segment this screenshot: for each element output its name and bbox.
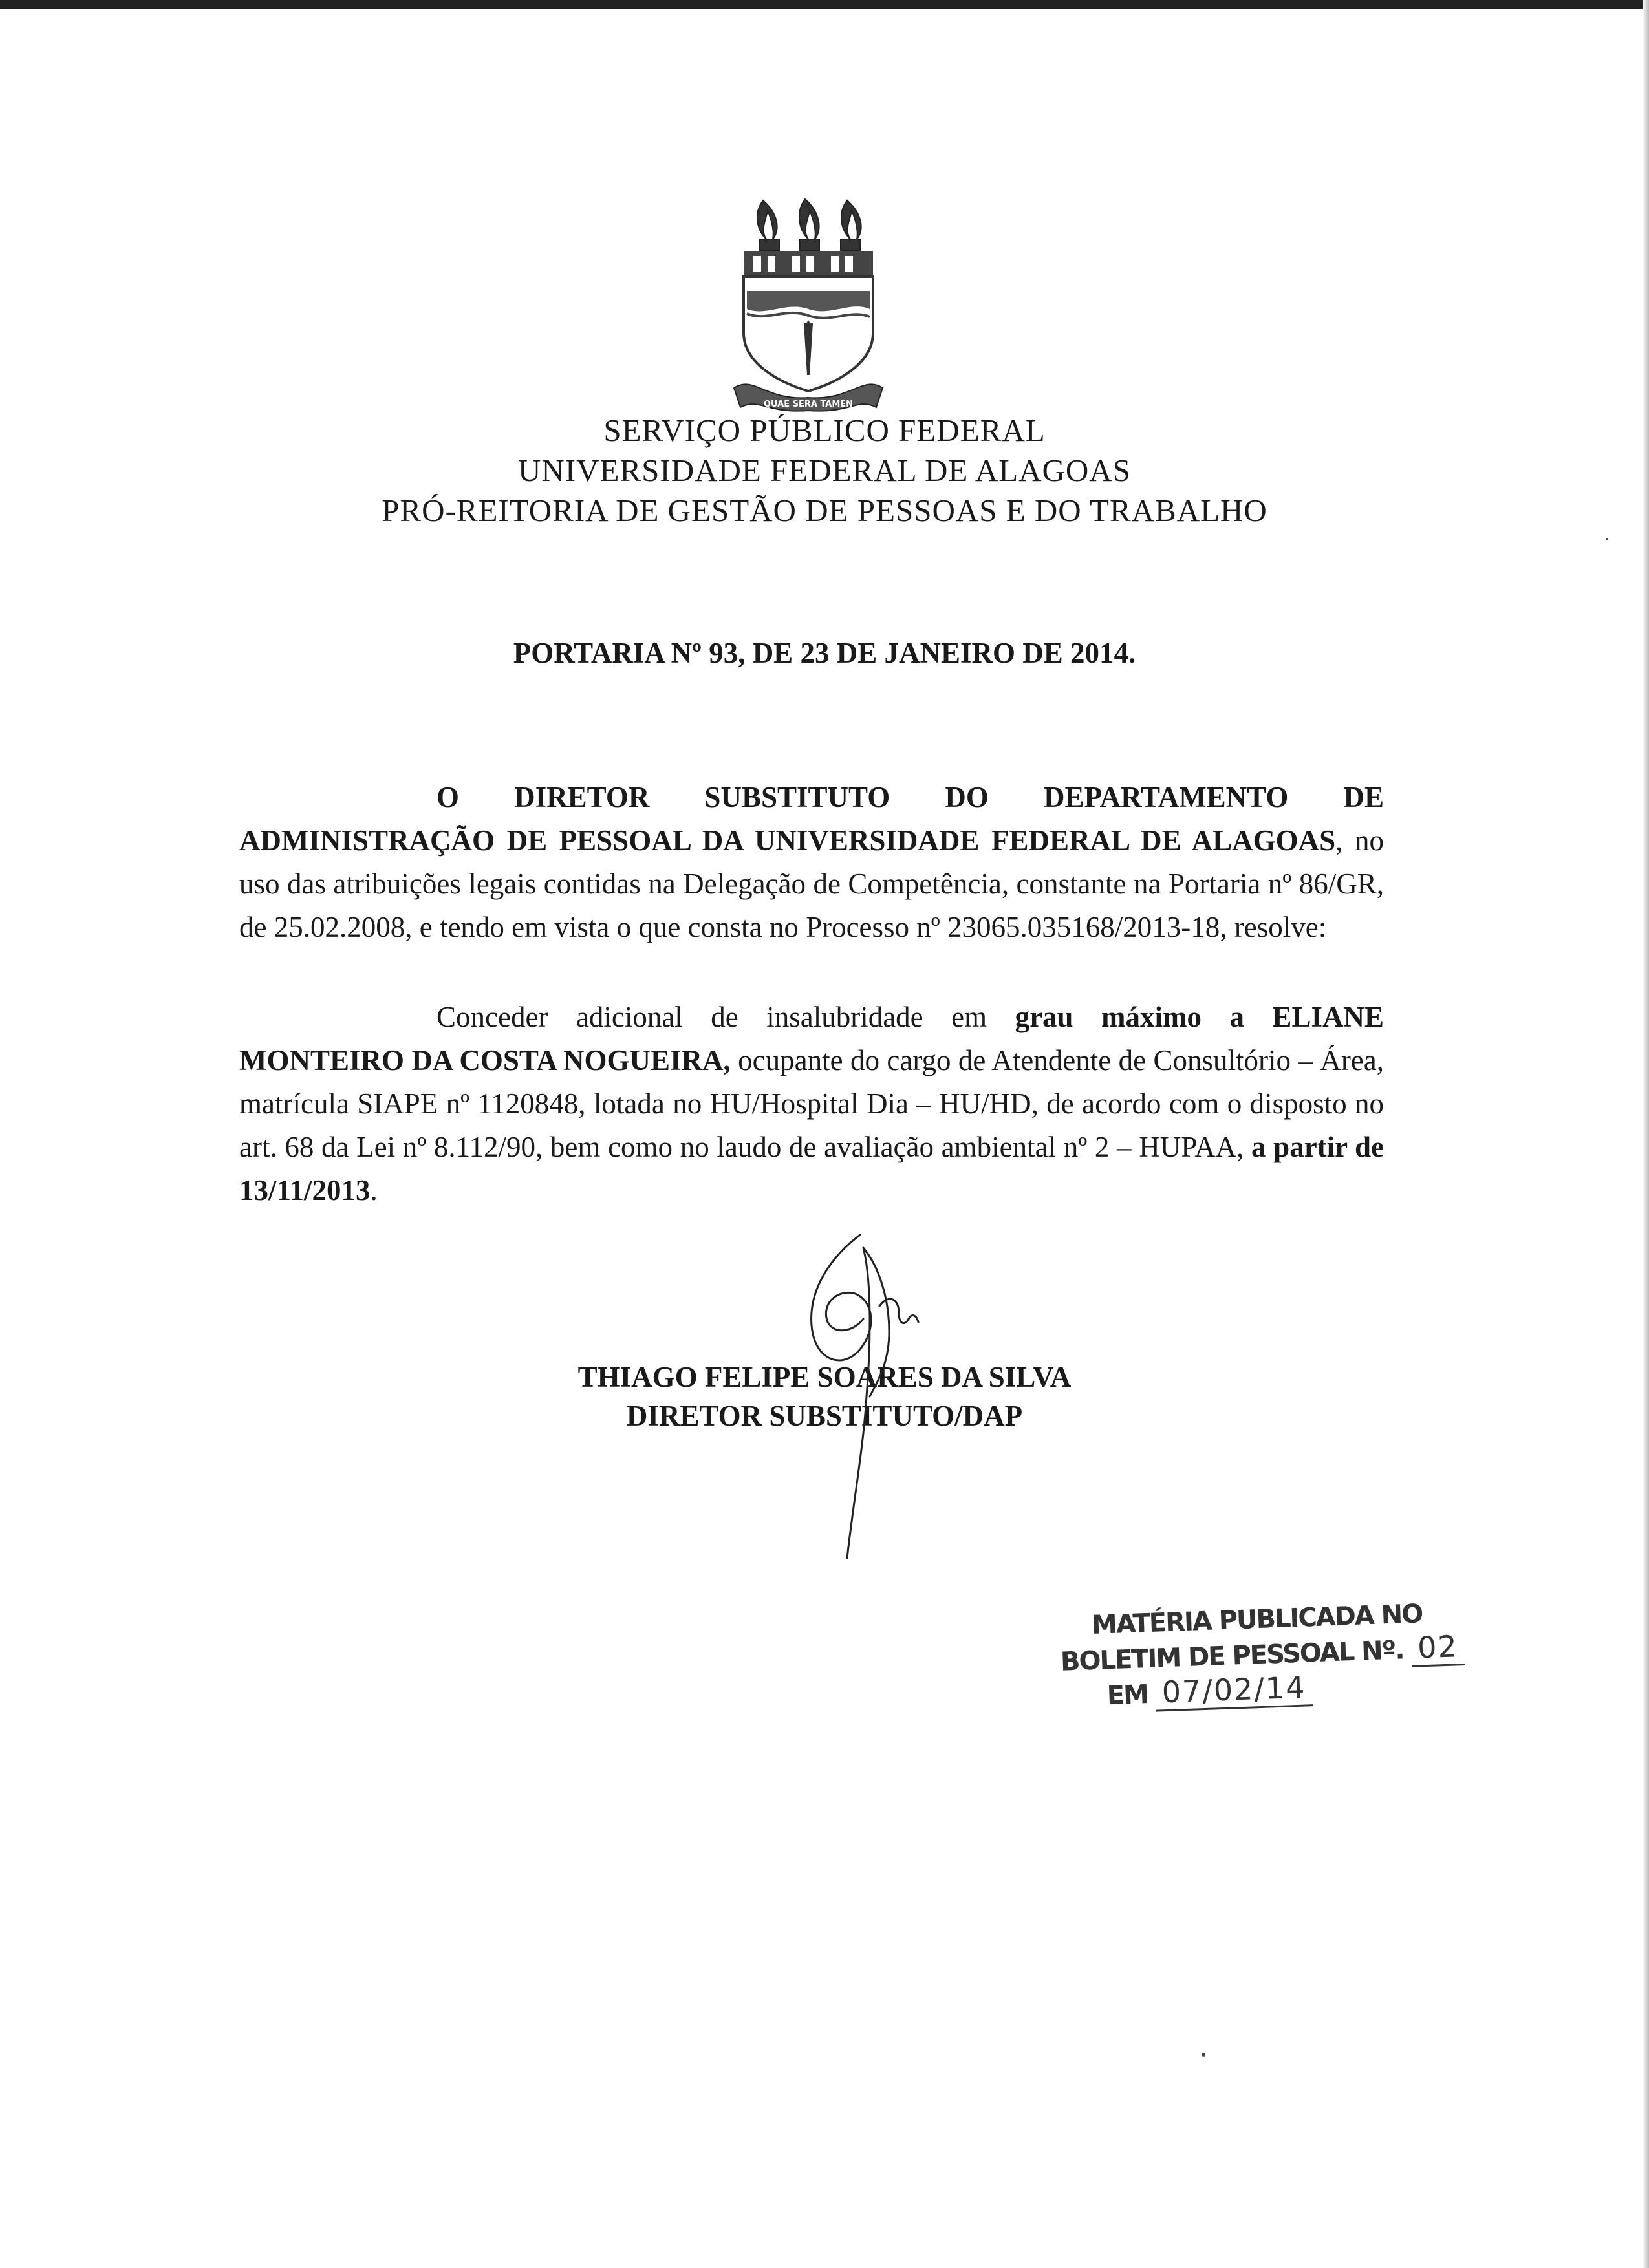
handwritten-signature — [750, 1228, 944, 1565]
resolution-text-3: . — [370, 1174, 378, 1206]
resolution-bold-2: a partir de 13/11/2013 — [239, 1131, 1384, 1206]
stamp-line-1: MATÉRIA PUBLICADA NO — [1091, 1599, 1423, 1641]
preamble-text: , no uso das atribuições legais contidas na Delegação de Competência, constante na Portaria nº 86/GR, de 25.02.2008, e tendo em vista o que consta no Processo nº 23065.035168/2013-18, resolve: — [239, 824, 1385, 943]
scan-edge-top — [0, 0, 1649, 9]
resolution-text-1: Conceder adicional de insalubridade em — [436, 1001, 1015, 1033]
header-line-3: PRÓ-REITORIA DE GESTÃO DE PESSOAS E DO TRABALHO — [382, 493, 1267, 528]
scan-speck — [1202, 2053, 1205, 2057]
resolution-bold-1: grau máximo a ELIANE MONTEIRO DA COSTA NOGUEIRA, — [239, 1001, 1384, 1076]
preamble-bold: O DIRETOR SUBSTITUTO DO DEPARTAMENTO DE ADMINISTRAÇÃO DE PESSOAL DA UNIVERSIDADE FEDERAL DE ALAGOAS — [239, 781, 1384, 857]
publication-stamp — [1059, 1597, 1459, 1719]
header-line-2: UNIVERSIDADE FEDERAL DE ALAGOAS — [518, 453, 1131, 488]
stamp-line-2-label: BOLETIM DE PESSOAL Nº. — [1060, 1635, 1405, 1677]
signer-title: DIRETOR SUBSTITUTO/DAP — [626, 1400, 1023, 1432]
resolution-text-2: ocupante do cargo de Atendente de Consultório – Área, matrícula SIAPE nº 1120848, lotada no HU/Hospital Dia – HU/HD, de acordo com o disposto no art. 68 da Lei nº 8.112/90, bem como no laudo de avaliação ambiental nº 2 – HUPAA, — [239, 1044, 1385, 1163]
ufal-crest-icon — [727, 194, 889, 417]
portaria-title: PORTARIA Nº 93, DE 23 DE JANEIRO DE 2014. — [513, 637, 1136, 669]
header-line-1: SERVIÇO PÚBLICO FEDERAL — [603, 412, 1046, 448]
paragraph-resolution — [239, 996, 1384, 1212]
scan-edge-right — [1643, 0, 1649, 2268]
paragraph-preamble — [239, 776, 1384, 949]
stamp-date: 07/02/14 — [1155, 1669, 1313, 1711]
signer-name: THIAGO FELIPE SOARES DA SILVA — [577, 1361, 1072, 1393]
crest-motto: QUAE SERA TAMEN — [763, 400, 854, 409]
scan-speck — [1606, 538, 1608, 540]
stamp-boletim-number: 02 — [1410, 1629, 1465, 1667]
stamp-line-3-label: EM — [1106, 1680, 1148, 1711]
institution-header — [0, 411, 1649, 531]
